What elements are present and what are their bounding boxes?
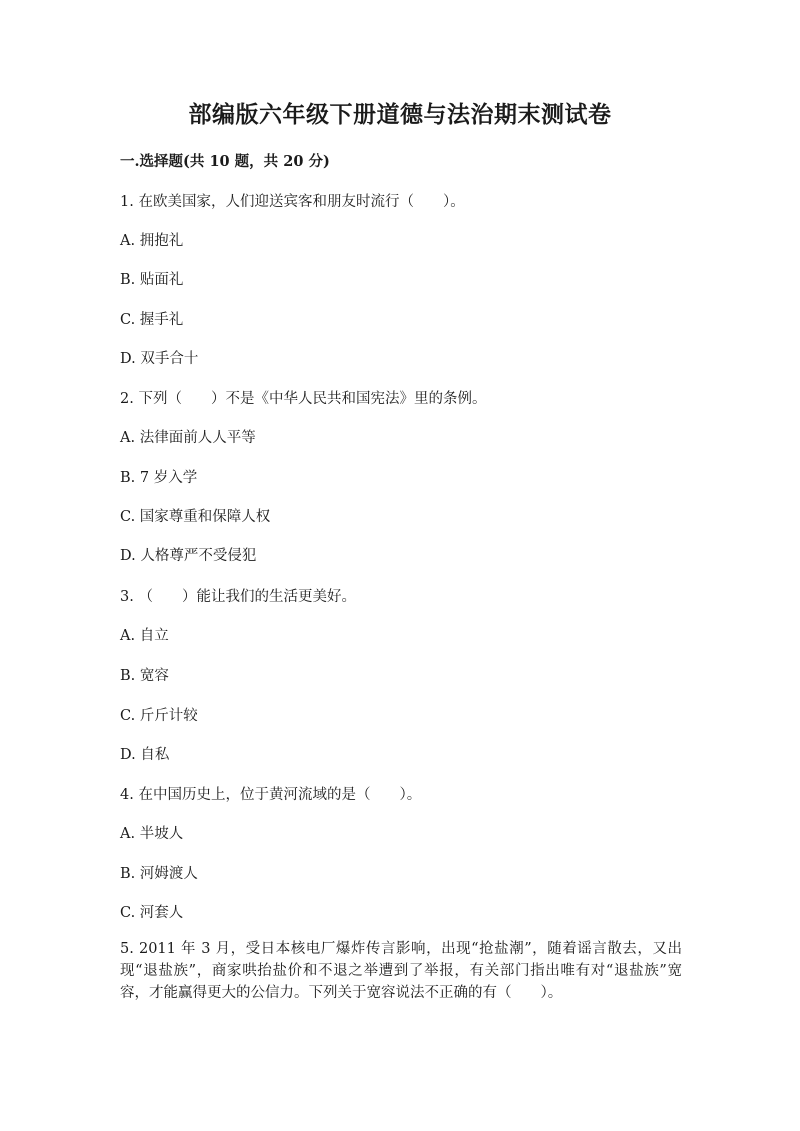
- question-3-stem: 3. （ ）能让我们的生活更美好。: [120, 589, 356, 605]
- question-2-option-d: D. 人格尊严不受侵犯: [120, 548, 257, 564]
- exam-title: 部编版六年级下册道德与法治期末测试卷: [188, 101, 612, 128]
- question-3-option-d: D. 自私: [120, 747, 170, 763]
- question-3-option-b: B. 宽容: [120, 668, 169, 684]
- question-3-option-a: A. 自立: [120, 628, 169, 644]
- question-1-option-a: A. 拥抱礼: [120, 233, 184, 249]
- question-1-option-c: C. 握手礼: [120, 312, 184, 328]
- question-4-option-b: B. 河姆渡人: [120, 866, 198, 882]
- question-1-option-b: B. 贴面礼: [120, 272, 184, 288]
- section-heading: 一.选择题(共 10 题，共 20 分): [120, 153, 330, 170]
- question-4-option-a: A. 半坡人: [120, 826, 184, 842]
- question-2-stem: 2. 下列（ ）不是《中华人民共和国宪法》里的条例。: [120, 391, 487, 407]
- question-5-stem: 5. 2011 年 3 月，受日本核电厂爆炸传言影响，出现“抢盐潮”，随着谣言散去，又出现“退盐族”，商家哄抬盐价和不退之举遭到了举报，有关部门指出唯有对“退盐族”宽容，才能赢得更大的公信力。下列关于宽容说法不正确的有（ ）。: [120, 941, 682, 1001]
- question-1-option-d: D. 双手合十: [120, 351, 199, 367]
- question-1-stem: 1. 在欧美国家，人们迎送宾客和朋友时流行（ ）。: [120, 194, 465, 210]
- question-4-option-c: C. 河套人: [120, 905, 184, 921]
- question-2-option-a: A. 法律面前人人平等: [120, 430, 256, 446]
- question-4-stem: 4. 在中国历史上，位于黄河流域的是（ ）。: [120, 787, 422, 803]
- question-3-option-c: C. 斤斤计较: [120, 708, 198, 724]
- question-2-option-c: C. 国家尊重和保障人权: [120, 509, 271, 525]
- question-2-option-b: B. 7 岁入学: [120, 470, 198, 486]
